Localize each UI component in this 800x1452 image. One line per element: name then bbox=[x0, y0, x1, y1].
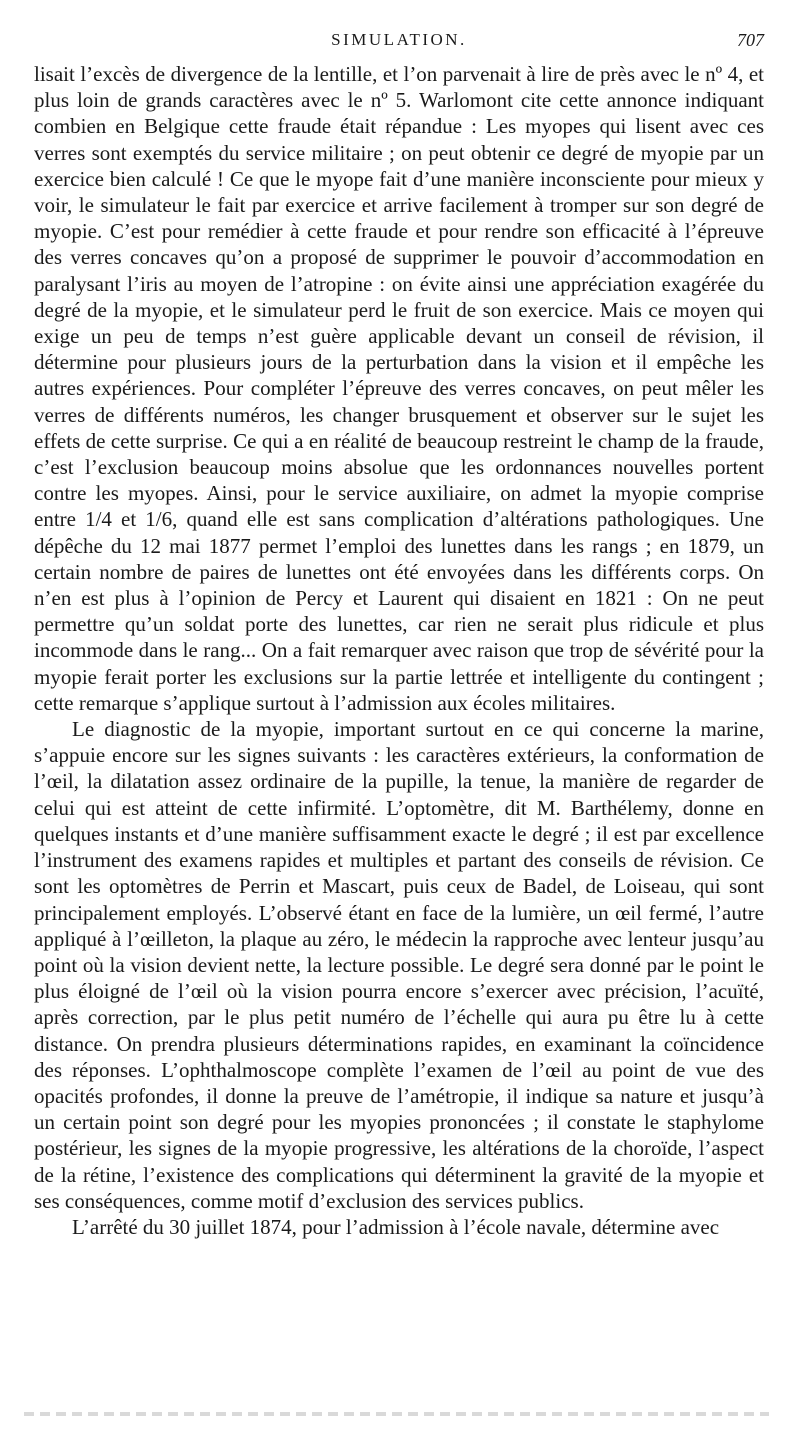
footer-bleedthrough bbox=[24, 1412, 769, 1416]
running-title: SIMULATION. bbox=[331, 30, 467, 49]
body-text bbox=[34, 61, 764, 1240]
paragraph-continued: lisait l’excès de divergence de la lentille, et l’on parvenait à lire de près avec le nº 4, et plus loin de grands caractères avec le nº 5. Warlomont cite cette annonce indiquant combien en Belgique cette fraude était répandue : Les myopes qui lisent avec ces verres sont exemptés du service militaire ; on peut obtenir ce degré de myopie par un exercice bien calculé ! Ce que le myope fait d’une manière inconsciente pour mieux y voir, le simulateur le fait par exercice et arrive facilement à tromper sur son degré de myopie. C’est pour remédier à cette fraude et pour rendre son efficacité à l’épreuve des verres concaves qu’on a proposé de supprimer le pouvoir d’accommodation en paralysant l’iris au moyen de l’atropine : on évite ainsi une appréciation exagérée du degré de la myopie, et le simulateur perd le fruit de son exercice. Mais ce moyen qui exige un peu de temps n’est guère applicable devant un conseil de révision, il détermine pour plusieurs jours de la perturbation dans la vision et il empêche les autres expériences. Pour compléter l’épreuve des verres concaves, on peut mêler les verres de différents numéros, les changer brusquement et observer sur le sujet les effets de cette surprise. Ce qui a en réalité de beaucoup restreint le champ de la fraude, c’est l’exclusion beaucoup moins absolue que les ordonnances nouvelles portent contre les myopes. Ainsi, pour le service auxiliaire, on admet la myopie comprise entre 1/4 et 1/6, quand elle est sans complication d’altérations pathologiques. Une dépêche du 12 mai 1877 permet l’emploi des lunettes dans les rangs ; en 1879, un certain nombre de paires de lunettes ont été envoyées dans les différents corps. On n’en est plus à l’opinion de Percy et Laurent qui disaient en 1821 : On ne peut permettre qu’un soldat porte des lunettes, car rien ne serait plus ridicule et plus incommode dans le rang... On a fait remarquer avec raison que trop de sévérité pour la myopie ferait porter les exclusions sur la partie lettrée et intelligente du contingent ; cette remarque s’applique surtout à l’admission aux écoles militaires. bbox=[34, 62, 764, 715]
page-number: 707 bbox=[737, 30, 764, 50]
paragraph-diagnostic: Le diagnostic de la myopie, important surtout en ce qui concerne la marine, s’appuie encore sur les signes suivants : les caractères extérieurs, la conformation de l’œil, la dilatation assez ordinaire de la pupille, la tenue, la manière de regarder de celui qui est atteint de cette infirmité. L’optomètre, dit M. Barthélemy, donne en quelques instants et d’une manière suffisamment exacte le degré ; il est par excellence l’instrument des examens rapides et multiples et partant des conseils de révision. Ce sont les optomètres de Perrin et Mascart, puis ceux de Badel, de Loiseau, qui sont principalement employés. L’observé étant en face de la lumière, un œil fermé, l’autre appliqué à l’œilleton, la plaque au zéro, le médecin la rapproche avec lenteur jusqu’au point où la vision devient nette, la lecture possible. Le degré sera donné par le point le plus éloigné de l’œil où la vision pourra encore s’exercer avec précision, l’acuïté, après correction, par le plus petit numéro de l’échelle qui aura pu être lu à cette distance. On prendra plusieurs déterminations rapides, en examinant la coïncidence des réponses. L’ophthalmoscope complète l’examen de l’œil au point de vue des opacités profondes, il donne la preuve de l’amétropie, il indique sa nature et jusqu’à un certain point son degré pour les myopies prononcées ; il constate le staphylome postérieur, les signes de la myopie progressive, les altérations de la choroïde, l’aspect de la rétine, l’existence des complications qui déterminent la gravité de la myopie et ses conséquences, comme motif d’exclusion des services publics. bbox=[34, 717, 764, 1213]
page-header bbox=[34, 30, 764, 54]
paragraph-arrete: L’arrêté du 30 juillet 1874, pour l’admission à l’école navale, détermine avec bbox=[72, 1214, 720, 1239]
